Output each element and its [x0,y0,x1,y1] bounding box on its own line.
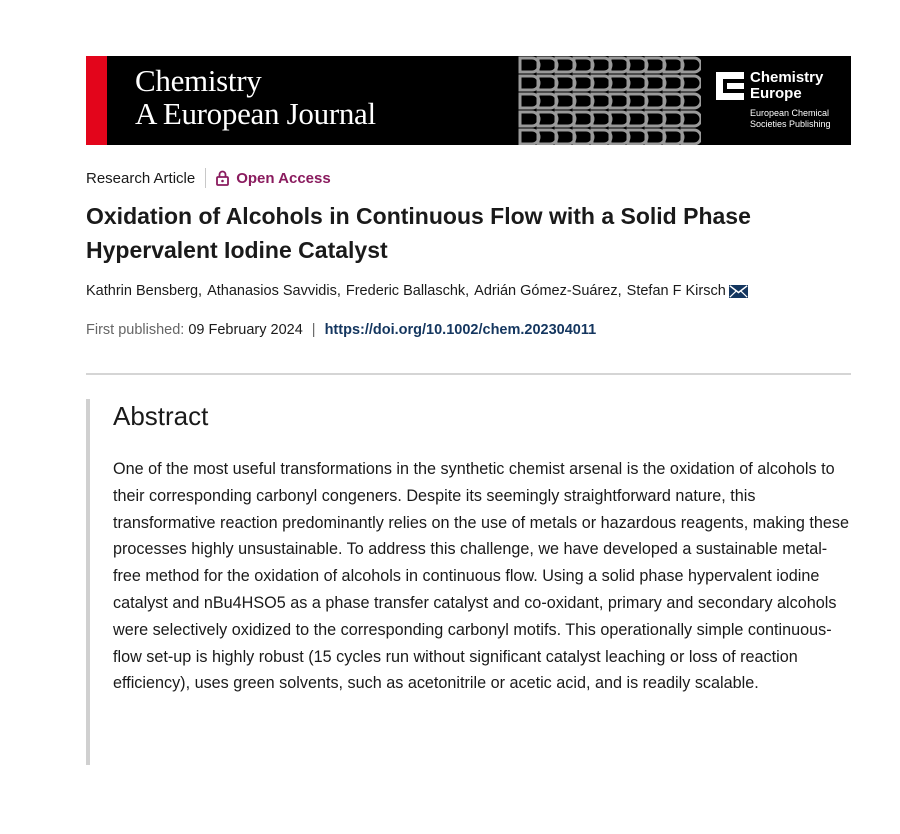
author-list [86,283,748,299]
journal-banner[interactable] [86,56,851,145]
author-link[interactable]: Adrián Gómez-Suárez [474,283,618,299]
article-meta-row [86,166,331,190]
first-published-label: First published: [86,322,185,338]
abstract-heading: Abstract [113,401,209,431]
open-access-label: Open Access [236,169,331,187]
author-separator: , [198,283,203,299]
publication-info [86,322,596,338]
publisher-name [750,70,823,102]
author-link[interactable]: Athanasios Savvidis [207,283,337,299]
author-link[interactable]: Frederic Ballaschk [345,283,466,299]
section-divider [86,373,851,375]
journal-title [135,64,376,130]
publisher-name-line2: Europe [750,85,802,102]
publisher-sub-line1: European Chemical [750,108,830,118]
abstract-section [86,399,851,765]
author-link[interactable]: Kathrin Bensberg [86,283,199,299]
meta-divider [205,168,206,188]
publisher-sub-line2: Societies Publishing [750,119,831,129]
mail-icon[interactable] [729,285,748,298]
pubinfo-separator: | [311,322,316,338]
corresponding-author-link[interactable]: Stefan F Kirsch [626,283,726,299]
author-separator: , [465,283,470,299]
publisher-block [716,70,846,140]
journal-title-line2: A European Journal [135,96,376,131]
abstract-left-border [86,399,90,765]
publisher-subtitle [750,108,831,130]
journal-title-line1: Chemistry [135,63,262,98]
lock-icon [216,170,229,186]
chemistry-europe-logo [716,72,744,100]
banner-pattern-decoration [516,56,701,145]
first-published-date: 09 February 2024 [188,322,303,338]
banner-red-bar [86,56,107,145]
publisher-name-line1: Chemistry [750,69,824,86]
article-type: Research Article [86,169,196,187]
author-separator: , [617,283,622,299]
abstract-text: One of the most useful transformations in the synthetic chemist arsenal is the oxidation of alcohols to their corresponding carbonyl congeners. Despite its seemingly straightforward nature, this transformative reaction predominantly relies on the use of metals or hazardous reagents, making these processes highly unsustainable. To address this challenge, we have developed a sustainable metal-free method for the oxidation of alcohols in continuous flow. Using a solid phase hypervalent iodine catalyst and nBu4HSO5 as a phase transfer catalyst and co-oxidant, primary and secondary alcohols were selectively oxidized to the corresponding carbonyl motifs. This operationally simple continuous-flow set-up is highly robust (15 cycles run without significant catalyst leaching or loss of reaction efficiency), uses green solvents, such as acetonitrile or acetic acid, and is readily scalable. [113,460,850,693]
author-separator: , [336,283,341,299]
open-access-badge[interactable] [216,170,331,187]
doi-link[interactable]: https://doi.org/10.1002/chem.202304011 [324,322,597,338]
article-title: Oxidation of Alcohols in Continuous Flow with a Solid Phase Hypervalent Iodine Catalyst [86,203,751,263]
